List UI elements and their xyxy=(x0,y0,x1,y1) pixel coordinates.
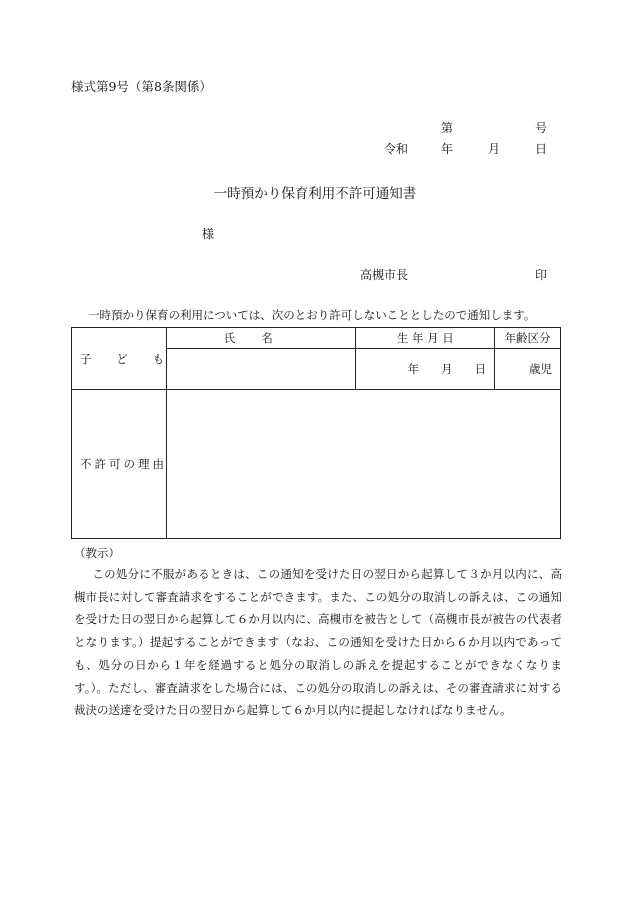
reason-label: 不許可の理由 xyxy=(80,457,164,471)
date-year: 年 xyxy=(441,142,454,156)
document-title: 一時預かり保育利用不許可通知書 xyxy=(213,186,417,202)
birthdate-value-cell xyxy=(356,349,495,390)
child-label-cell xyxy=(72,328,167,390)
intro-text: 一時預かり保育の利用については、次のとおり許可しないこととしたので通知します。 xyxy=(88,308,536,322)
date-month: 月 xyxy=(488,142,501,156)
header-age-category: 年齢区分 xyxy=(495,328,561,349)
birth-day-label: 日 xyxy=(474,362,487,376)
reason-label-cell xyxy=(72,390,167,539)
addressee-suffix: 様 xyxy=(202,227,215,241)
header-birthdate: 生 年 月 日 xyxy=(356,328,495,349)
issuer-seal: 印 xyxy=(535,268,548,282)
reason-row xyxy=(72,390,561,539)
number-prefix: 第 xyxy=(441,121,454,135)
name-value-cell xyxy=(166,349,355,390)
notice-heading: （教示） xyxy=(74,546,120,560)
table-header-row xyxy=(72,328,561,349)
birth-month-label: 月 xyxy=(441,362,453,376)
age-value-cell xyxy=(495,349,561,390)
number-suffix: 号 xyxy=(535,121,548,135)
date-day: 日 xyxy=(535,142,548,156)
birth-year-label: 年 xyxy=(407,362,420,376)
date-era: 令和 xyxy=(384,142,409,156)
age-suffix: 歳児 xyxy=(529,362,552,376)
header-name: 氏名 xyxy=(166,328,355,349)
child-info-table xyxy=(71,327,561,539)
child-label: 子ども xyxy=(80,351,164,366)
issuer-name: 高槻市長 xyxy=(360,268,409,282)
reason-value-cell xyxy=(166,390,560,539)
notice-body: この処分に不服があるときは、この通知を受けた日の翌日から起算して３か月以内に、高槻市長に対して審査請求をすることができます。また、この処分の取消しの訴えは、この通知を受けた日の翌日から起算して６か月以内に、高槻市を被告として（高槻市長が被告の代表者となります。）提起することができます（なお、この通知を受けた日から６か月以内であっても、処分の日から１年を経過すると処分の取消しの訴えを提起することができなくなります。）。ただし、審査請求をした場合には、この処分の取消しの訴えは、その審査請求に対する裁決の送達を受けた日の翌日から起算して６か月以内に提起しなければなりません。 xyxy=(74,567,562,718)
form-number: 様式第9号（第8条関係） xyxy=(71,79,212,94)
